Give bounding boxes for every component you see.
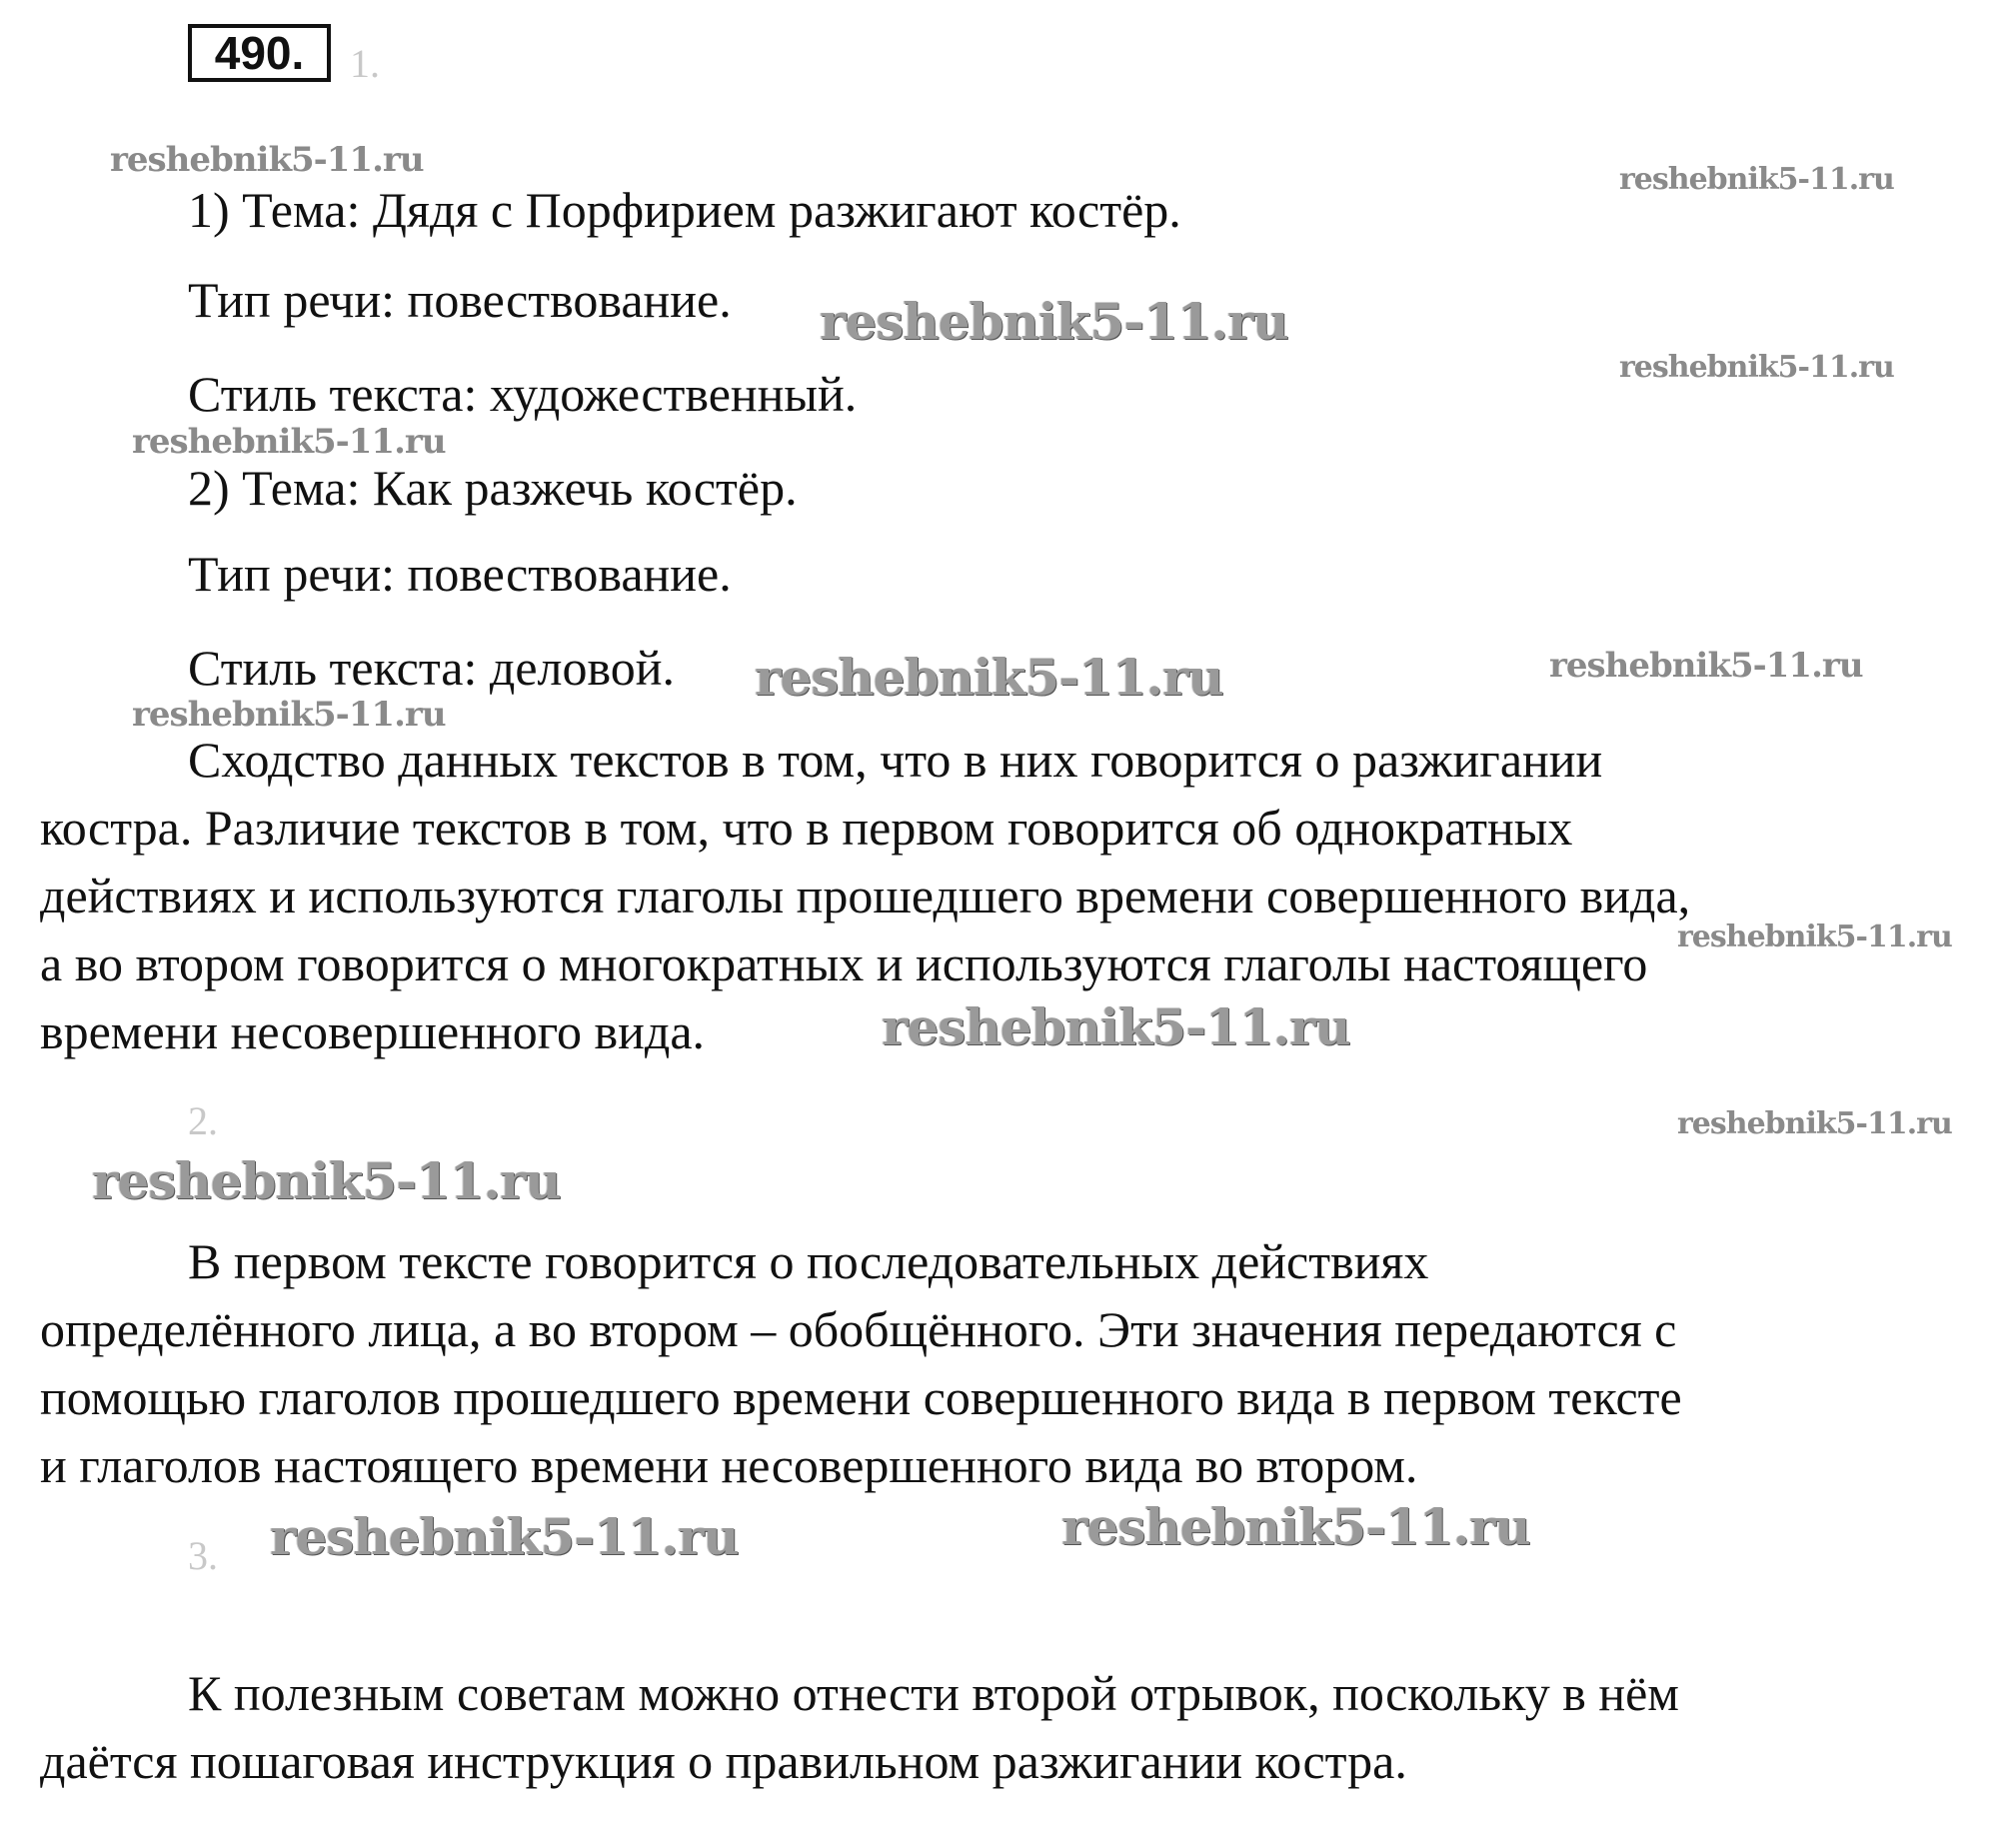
paragraph-line: действиях и используются глаголы прошедшего времени совершенного вида,: [40, 868, 1691, 923]
paragraph-line: даётся пошаговая инструкция о правильном разжигании костра.: [40, 1733, 1407, 1789]
section-marker-1: 1.: [350, 41, 380, 86]
section-marker-3: 3.: [188, 1533, 218, 1578]
watermark: reshebnik5-11.ru: [1061, 1497, 1530, 1556]
watermark: reshebnik5-11.ru: [1677, 919, 1952, 954]
section3-paragraph: [40, 1659, 1999, 1795]
watermark: reshebnik5-11.ru: [1619, 162, 1894, 197]
watermark: reshebnik5-11.ru: [1619, 350, 1894, 385]
section2-paragraph: [40, 1227, 1999, 1499]
paragraph-line: времени несовершенного вида.: [40, 1003, 706, 1059]
watermark: reshebnik5-11.ru: [755, 648, 1223, 707]
text2-theme: 2) Тема: Как разжечь костёр.: [188, 460, 798, 516]
watermark: reshebnik5-11.ru: [110, 140, 424, 180]
watermark: reshebnik5-11.ru: [1549, 646, 1863, 686]
watermark: reshebnik5-11.ru: [1677, 1106, 1952, 1141]
paragraph-line: Сходство данных текстов в том, что в них говорится о разжигании: [188, 732, 1603, 788]
section-marker-2: 2.: [188, 1098, 218, 1143]
watermark: reshebnik5-11.ru: [820, 292, 1288, 351]
paragraph-line: К полезным советам можно отнести второй отрывок, поскольку в нём: [188, 1665, 1679, 1721]
text1-theme: 1) Тема: Дядя с Порфирием разжигают костёр.: [188, 182, 1181, 238]
text2-speech-type: Тип речи: повествование.: [188, 546, 732, 602]
watermark: reshebnik5-11.ru: [132, 695, 446, 735]
watermark: reshebnik5-11.ru: [132, 422, 446, 462]
paragraph-line: костра. Различие текстов в том, что в первом говорится об однократных: [40, 800, 1573, 856]
watermark: reshebnik5-11.ru: [882, 997, 1350, 1056]
watermark: reshebnik5-11.ru: [270, 1507, 739, 1566]
paragraph-line: а во втором говорится о многократных и используются глаголы настоящего: [40, 935, 1648, 991]
text1-speech-type: Тип речи: повествование.: [188, 272, 732, 328]
paragraph-line: помощью глаголов прошедшего времени совершенного вида в первом тексте: [40, 1369, 1682, 1425]
paragraph-line: определённого лица, а во втором – обобщённого. Эти значения передаются с: [40, 1301, 1677, 1357]
paragraph-line: и глаголов настоящего времени несовершенного вида во втором.: [40, 1437, 1418, 1493]
text2-style: Стиль текста: деловой.: [188, 640, 675, 696]
paragraph-line: В первом тексте говорится о последовательных действиях: [188, 1233, 1429, 1289]
watermark: reshebnik5-11.ru: [92, 1151, 561, 1210]
text1-style: Стиль текста: художественный.: [188, 366, 858, 422]
exercise-number: 490.: [188, 24, 331, 82]
